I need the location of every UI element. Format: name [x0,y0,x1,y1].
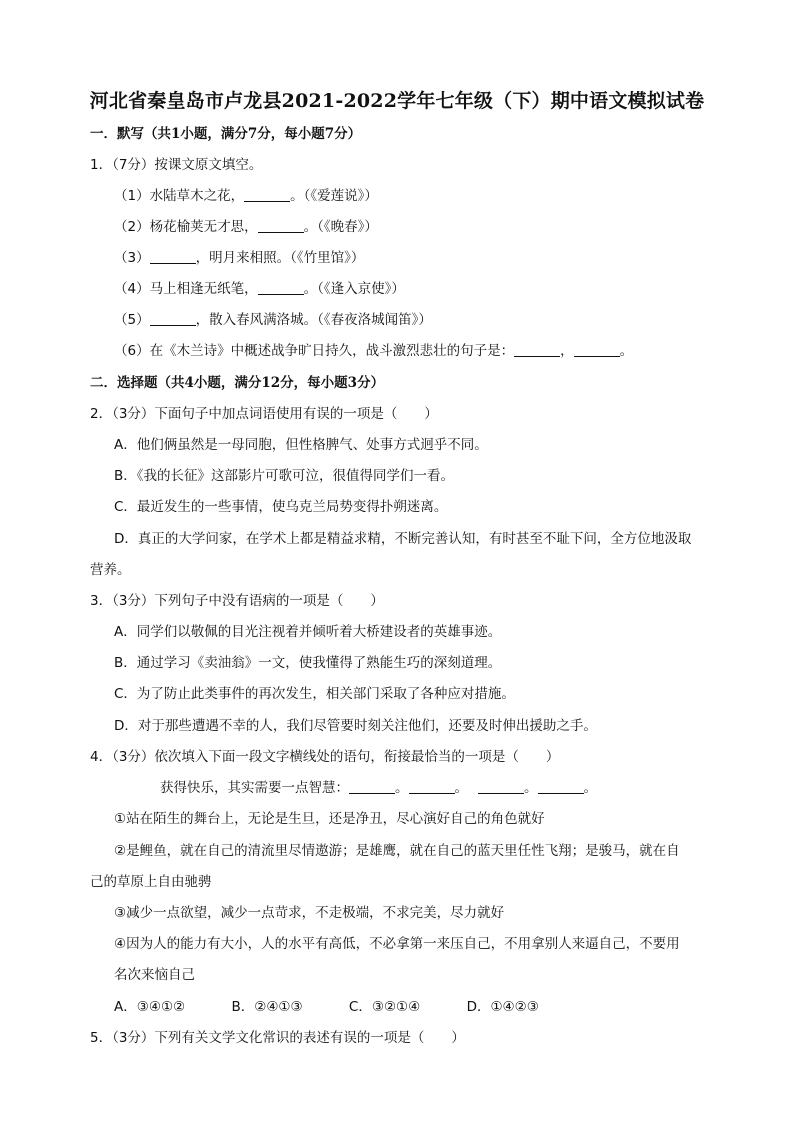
q3-option-d[interactable]: D．对于那些遭遇不幸的人，我们尽管要时刻关注他们，还要及时伸出援助之手。 [114,718,597,734]
answer-blank[interactable] [258,280,304,295]
answer-blank[interactable] [150,249,196,264]
question-5-stem: 5．（3分）下列有关文学文化常识的表述有误的一项是（ ） [90,1030,465,1046]
answer-blank[interactable] [409,779,455,794]
page-title: 河北省秦皇岛市卢龙县2021-2022学年七年级（下）期中语文模拟试卷 [89,90,705,112]
answer-blank[interactable] [514,342,560,357]
q1-item-1: （1）水陆草木之花， 。（《爱莲说》） [114,188,378,204]
answer-blank[interactable] [150,311,196,326]
q4-item-1: ①站在陌生的舞台上，无论是生旦，还是净丑，尽心演好自己的角色就好 [114,811,545,827]
q3-option-c[interactable]: C．为了防止此类事件的再次发生，相关部门采取了各种应对措施。 [114,686,515,702]
q2-option-d-continued: 营养。 [90,562,131,578]
q4-option-d[interactable]: D．①④②③ [466,999,539,1015]
answer-blank[interactable] [258,218,304,233]
q4-item-3: ③减少一点欲望，减少一点苛求，不走极端，不求完美，尽力就好 [114,905,505,921]
q3-option-a[interactable]: A．同学们以敬佩的目光注视着并倾听着大桥建设者的英雄事迹。 [114,624,502,640]
q4-option-b[interactable]: B．②④①③ [231,999,303,1015]
q4-passage: 获得快乐，其实需要一点智慧： 。 。 。 。 [160,780,597,796]
q2-option-d[interactable]: D．真正的大学问家，在学术上都是精益求精，不断完善认知，有时甚至不耻下问，全方位地汲取 [114,531,692,547]
question-4-stem: 4．（3分）依次填入下面一段文字横线处的语句，衔接最恰当的一项是（ ） [90,749,560,765]
question-3-stem: 3．（3分）下列句子中没有语病的一项是（ ） [90,593,384,609]
q1-item-3: （3） ，明月来相照。（《竹里馆》） [114,250,365,266]
answer-blank[interactable] [349,779,395,794]
answer-blank[interactable] [478,779,524,794]
answer-blank[interactable] [574,342,620,357]
answer-blank[interactable] [244,187,290,202]
q1-item-4: （4）马上相逢无纸笔， 。（《逢入京使》） [114,281,405,297]
q2-option-c[interactable]: C．最近发生的一些事情，使乌克兰局势变得扑朔迷离。 [114,499,448,515]
q4-item-4-continued: 名次来恼自己 [114,967,195,983]
q4-item-2: ②是鲤鱼，就在自己的清流里尽情遨游；是雄鹰，就在自己的蓝天里任性飞翔；是骏马，就在自 [114,843,680,859]
q4-item-2-continued: 己的草原上自由驰骋 [90,874,212,890]
q4-option-a[interactable]: A．③④①② [114,999,186,1015]
q1-item-6: （6）在《木兰诗》中概述战争旷日持久，战斗激烈悲壮的句子是： ， 。 [114,343,634,359]
q4-item-4: ④因为人的能力有大小，人的水平有高低，不必拿第一来压自己，不用拿别人来逼自己，不要用 [114,936,680,952]
q4-option-c[interactable]: C．③②①④ [348,999,421,1015]
q2-option-a[interactable]: A．他们俩虽然是一母同胞，但性格脾气、处事方式迥乎不同。 [114,437,488,453]
question-1-stem: 1．（7分）按课文原文填空。 [90,157,263,173]
q1-item-5: （5） ，散入春风满洛城。（《春夜洛城闻笛》） [114,312,432,328]
q4-options [114,997,581,1017]
q2-option-b[interactable]: B．《我的长征》这部影片可歌可泣，很值得同学们一看。 [114,468,455,484]
q1-item-2: （2）杨花榆荚无才思， 。（《晚春》） [114,219,378,235]
q3-option-b[interactable]: B．通过学习《卖油翁》一文，使我懂得了熟能生巧的深刻道理。 [114,655,502,671]
question-2-stem: 2．（3分）下面句子中加点词语使用有误的一项是（ ） [90,406,438,422]
answer-blank[interactable] [538,779,584,794]
section-heading-1: 一．默写（共1小题，满分7分，每小题7分） [90,126,362,142]
section-heading-2: 二．选择题（共4小题，满分12分，每小题3分） [90,375,385,391]
